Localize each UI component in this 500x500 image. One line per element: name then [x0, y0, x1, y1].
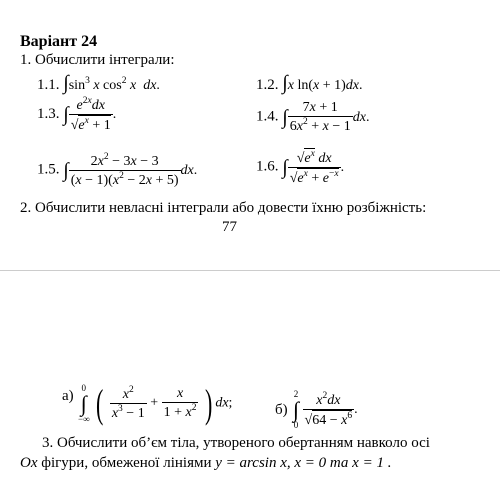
task2-heading: 2. Обчислити невласні інтеграли або довести їхню розбіжність:: [20, 200, 427, 216]
item-1-4: [256, 100, 369, 135]
item-2b: [275, 402, 288, 419]
item-1-6: [256, 148, 344, 187]
task3-figure-text: фігури, обмеженої лініями: [41, 455, 212, 471]
item-1-1: [37, 72, 160, 95]
item-1-2-label: 1.2.: [256, 77, 279, 93]
integral-2a: 0 ∫ −∞ ( $\frac{x^2}{x^3 - 1}$ + $\frac{x}{1 + x^2}$ ) dx;: [78, 381, 233, 426]
task3-equations: y = arcsin x, x = 0 та x = 1 .: [215, 455, 392, 471]
integral-1-4: ∫ $\frac{7x + 1}{6x^2 + x - 1}$ dx.: [282, 100, 370, 134]
item-2a-label: а): [62, 388, 74, 404]
integral-1-5: ∫ $\frac{2x^2 - 3x - 3}{(x - 1)(x^2 - 2x + 5)}$ dx.: [63, 152, 198, 188]
integral-1-6: ∫ $\frac{√e^x dx}{√e^x + e^{-x}}$ .: [282, 149, 345, 186]
item-1-3-label: 1.3.: [37, 106, 60, 123]
variant-title: Варіант 24: [20, 33, 98, 50]
item-1-5: [37, 152, 197, 189]
item-1-6-label: 1.6.: [256, 158, 279, 175]
item-1-3: [37, 96, 116, 134]
integral-1-1: $\int\sin^3$ x $\cos^2 x$ dx.: [63, 72, 160, 94]
item-2a: [62, 388, 74, 405]
item-2b-label: б): [275, 402, 288, 418]
page-break-divider: [0, 270, 500, 271]
item-1-4-label: 1.4.: [256, 108, 279, 125]
page-number: 77: [222, 219, 237, 235]
task1-heading: 1. Обчислити інтеграли:: [20, 52, 175, 68]
task3-axis: Ox: [20, 455, 38, 471]
task3-line1: 3. Обчислити об’єм тіла, утвореного обертанням навколо осі: [42, 435, 430, 451]
item-1-5-label: 1.5.: [37, 161, 60, 178]
integral-1-2: ∫x ln(x + 1)dx.: [282, 72, 363, 94]
integral-1-3: ∫ $\frac{e^{2x}dx}{√e^x + 1}$ .: [63, 96, 117, 133]
item-1-2: [256, 72, 363, 95]
integral-2b: 2 ∫ 0 $\frac{x^2dx}{√64 - x^6}$ .: [293, 389, 358, 430]
item-1-1-label: 1.1.: [37, 77, 60, 93]
task3-line2: [20, 455, 391, 472]
